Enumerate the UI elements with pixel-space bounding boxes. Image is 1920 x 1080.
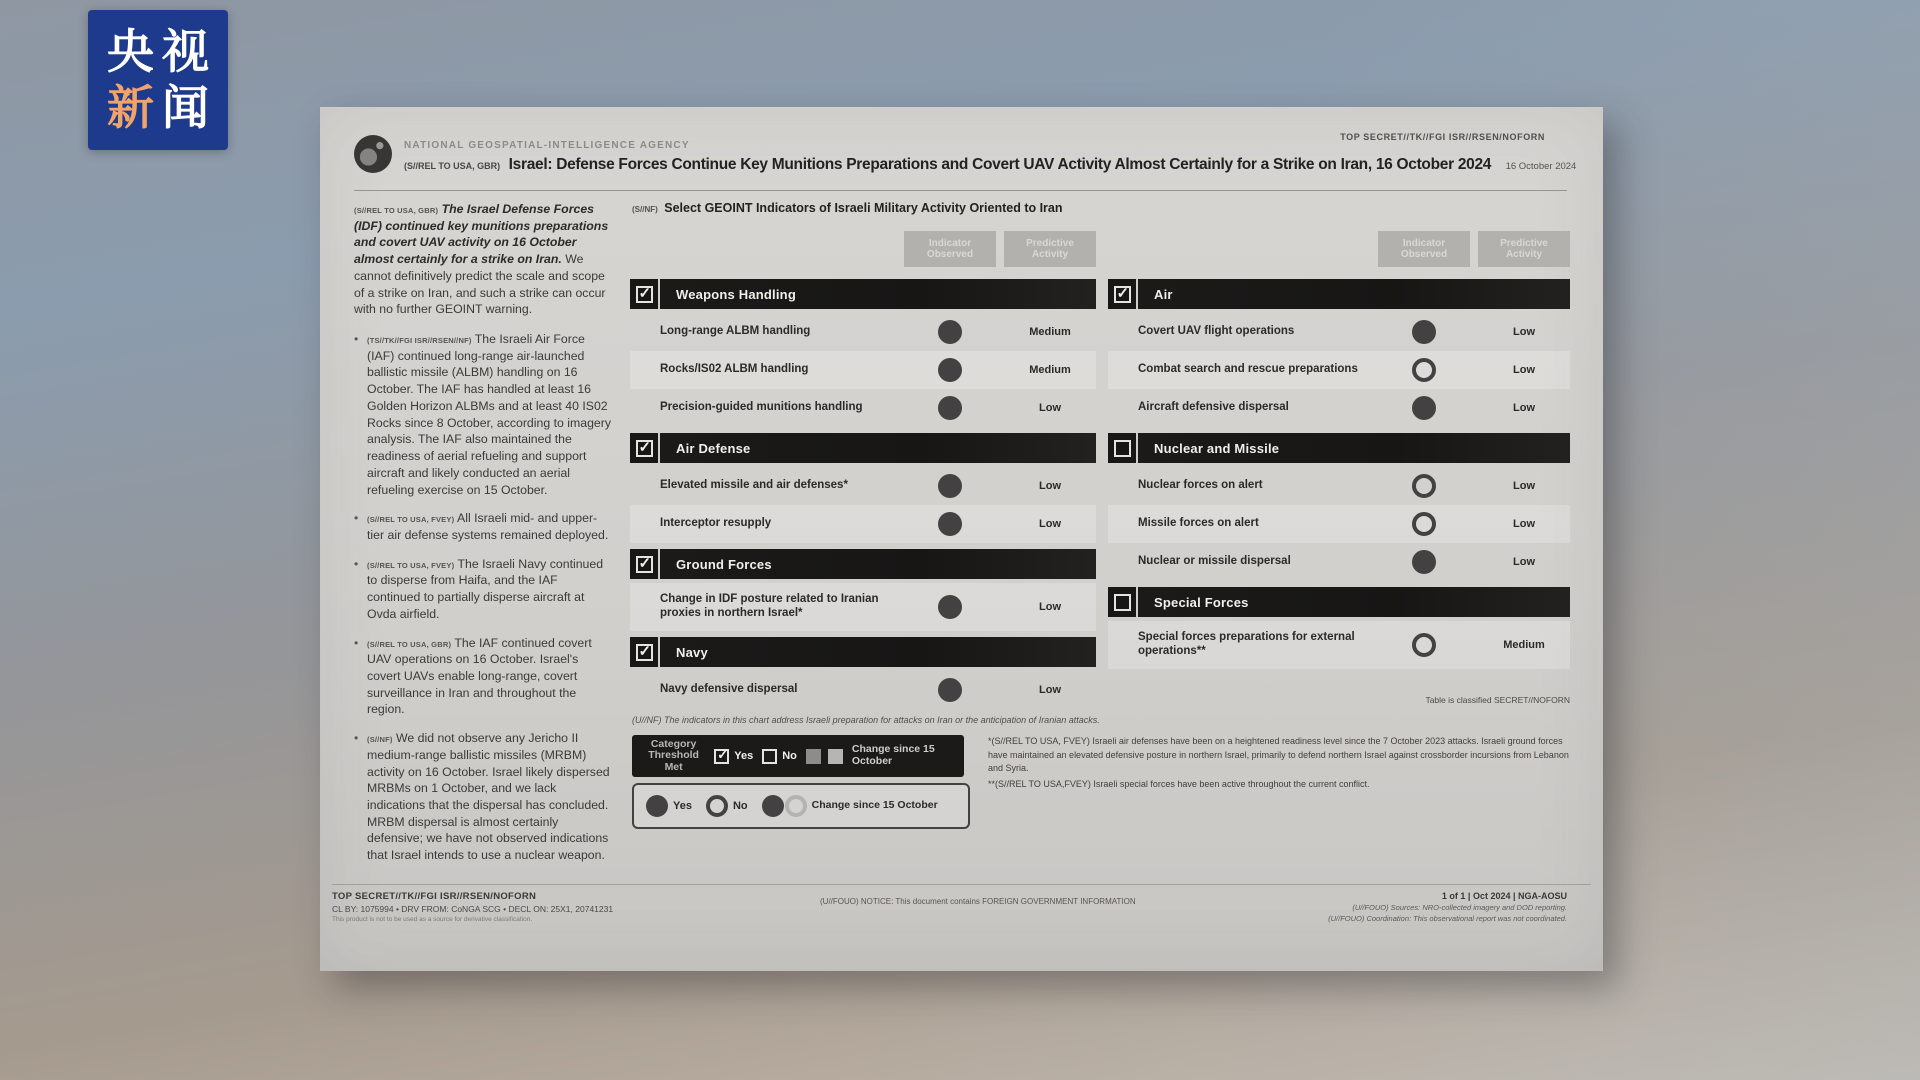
table-row	[1108, 389, 1570, 427]
section-title: Air	[1138, 279, 1570, 309]
column-headers	[630, 227, 1096, 267]
table-row	[630, 467, 1096, 505]
section-title: Navy	[660, 637, 1096, 667]
indicator-label: Nuclear forces on alert	[1138, 479, 1263, 492]
bullet-item	[354, 331, 612, 498]
summary-bold-text: The Israel Defense Forces (IDF) continued key munitions preparations and covert UAV activity on 16 October almost certainly for a strike on Iran.	[354, 202, 609, 267]
indicator-label: Nuclear or missile dispersal	[1138, 555, 1291, 568]
section-bar-nuclear-and-missile	[1108, 433, 1570, 463]
classification-banner: TOP SECRET//TK//FGI ISR//RSEN/NOFORN	[1340, 132, 1545, 142]
indicator-observed-dot	[1412, 550, 1436, 574]
narrative-column	[354, 201, 612, 876]
agency-name: NATIONAL GEOSPATIAL-INTELLIGENCE AGENCY	[404, 140, 690, 151]
indicator-observed-dot	[1412, 320, 1436, 344]
cctv-logo-row2	[107, 82, 209, 134]
footer-derivative-line: CL BY: 1075994 • DRV FROM: CoNGA SCG • DECL ON: 25X1, 20741231	[332, 904, 614, 914]
indicator-observed-dot	[938, 396, 962, 420]
bullet-text: The Israeli Air Force (IAF) continued long-range air-launched ballistic missile (ALBM) handling on 16 October. The IAF has handled at least 16 Golden Horizon ALBMs and at least 40 IS02 Rocks since 8 October, according to imagery analysis. The IAF also maintained the readiness of aerial refueling and support aircraft and likely conducted an aerial refueling exercise on 15 October.	[367, 332, 611, 497]
cctv-news-logo	[88, 10, 228, 150]
col-header-indicator-observed: Indicator Observed	[904, 231, 996, 267]
col-header-predictive-activity: Predictive Activity	[1478, 231, 1570, 267]
section-title: Ground Forces	[660, 549, 1096, 579]
indicator-observed-dot	[1412, 474, 1436, 498]
footer-classification: TOP SECRET//TK//FGI ISR//RSEN/NOFORN	[332, 891, 537, 902]
section-title: Special Forces	[1138, 587, 1570, 617]
classification-marking: (S//REL TO USA, FVEY)	[367, 560, 455, 570]
col-header-indicator-observed: Indicator Observed	[1378, 231, 1470, 267]
cctv-char: 视	[162, 25, 209, 79]
footnotes	[988, 735, 1582, 793]
legend-no-label: No	[732, 800, 748, 812]
indicator-observed-dot	[1412, 512, 1436, 536]
cctv-logo-row1	[107, 26, 209, 78]
predictive-activity-value: Low	[1039, 684, 1061, 696]
bullet-item	[354, 556, 612, 623]
section-bar-navy	[630, 637, 1096, 667]
indicator-observed-dot	[938, 512, 962, 536]
indicator-observed-dot	[938, 474, 962, 498]
indicator-label: Aircraft defensive dispersal	[1138, 401, 1289, 414]
table-row	[630, 351, 1096, 389]
indicator-label: Special forces preparations for external operations**	[1138, 631, 1355, 657]
section-title: Weapons Handling	[660, 279, 1096, 309]
indicator-label: Long-range ALBM handling	[660, 325, 811, 338]
footer-smallprint: This product is not to be used as a source for derivative classification.	[332, 916, 533, 923]
table-row	[630, 671, 1096, 709]
document-page	[320, 107, 1603, 971]
filled-dot-icon	[646, 795, 668, 817]
section-bar-ground-forces	[630, 549, 1096, 579]
footer-divider	[332, 884, 1591, 885]
title-line	[404, 156, 1576, 174]
indicator-label: Rocks/IS02 ALBM handling	[660, 363, 809, 376]
footnote: *(S//REL TO USA, FVEY) Israeli air defenses have been on a heightened readiness level since the 7 October 2023 attacks. Israeli ground forces have maintained an elevated defensive posture in northern Israel, primarily to defend northern Israel against crossborder incursions from Lebanon and Syria.	[988, 736, 1569, 773]
predictive-activity-value: Low	[1513, 556, 1535, 568]
classification-marking: (TS//TK//FGI ISR//RSEN//NF)	[367, 336, 472, 346]
predictive-activity-value: Low	[1039, 518, 1061, 530]
cctv-char: 闻	[162, 81, 209, 134]
column-headers	[1108, 227, 1570, 267]
checkbox-icon	[1114, 286, 1131, 303]
legend-yes-label: Yes	[673, 800, 692, 812]
indicator-label: Combat search and rescue preparations	[1138, 363, 1358, 376]
open-dot-icon	[706, 795, 728, 817]
classification-marking: (S//REL TO USA, FVEY)	[367, 515, 455, 525]
indicator-observed-dot	[938, 595, 962, 619]
checkbox-icon	[636, 440, 653, 457]
section-bar-air	[1108, 279, 1570, 309]
predictive-activity-value: Low	[1039, 601, 1061, 613]
footnote: **(S//REL TO USA,FVEY) Israeli special forces have been active throughout the current conflict.	[988, 778, 1370, 789]
indicator-label: Interceptor resupply	[660, 517, 772, 530]
table-classification-note: Table is classified SECRET//NOFORN	[1425, 695, 1570, 705]
bullet-text: We did not observe any Jericho II medium-range ballistic missiles (MRBM) activity on 16 October. Israel likely dispersed MRBMs on 1 October, and we lack indications that the dispersal has concluded. MRBM dispersal is almost certainly defensive; we have not observed indications that Israel intends to use a nuclear weapon.	[367, 731, 610, 863]
change-swatch-dark-icon	[806, 749, 821, 764]
indicator-label: Covert UAV flight operations	[1138, 325, 1295, 338]
classification-marking: (S//NF)	[367, 735, 393, 745]
bullet-item	[354, 730, 612, 864]
classification-marking: (S//REL TO USA, GBR)	[367, 639, 452, 649]
section-title: Nuclear and Missile	[1138, 433, 1570, 463]
section-bar-air-defense	[630, 433, 1096, 463]
section-title: Air Defense	[660, 433, 1096, 463]
indicator-observed-dot	[1412, 633, 1436, 657]
chart-heading-text: Select GEOINT Indicators of Israeli Military Activity Oriented to Iran	[664, 201, 1063, 215]
footer-coordination: (U//FOUO) Coordination: This observational report was not coordinated.	[1328, 914, 1567, 923]
title-classification: (S//REL TO USA, GBR)	[404, 161, 501, 171]
summary-paragraph	[354, 201, 612, 318]
indicator-table-right	[1108, 227, 1570, 705]
footer-notice: (U//FOUO) NOTICE: This document contains FOREIGN GOVERNMENT INFORMATION	[820, 897, 1136, 906]
legend-yes-label: Yes	[734, 750, 754, 762]
nga-globe-icon	[354, 135, 392, 173]
predictive-activity-value: Low	[1513, 518, 1535, 530]
checkbox-icon	[636, 556, 653, 573]
indicator-observed-dot	[1412, 396, 1436, 420]
legend-indicator-dots	[632, 783, 970, 829]
bullet-text: The Israeli Navy continued to disperse from Haifa, and the IAF continued to partially disperse aircraft at Ovda airfield.	[367, 556, 604, 621]
bullet-text: The IAF continued covert UAV operations on 16 October. Israel's covert UAVs enable long-range, covert surveillance in Iran and throughout the region.	[367, 635, 592, 717]
predictive-activity-value: Low	[1513, 326, 1535, 338]
checkbox-icon	[1114, 440, 1131, 457]
bullet-text: All Israeli mid- and upper-tier air defense systems remained deployed.	[367, 511, 609, 542]
footer-page-info: 1 of 1 | Oct 2024 | NGA-AOSU	[1441, 891, 1567, 901]
unchecked-checkbox-icon	[762, 749, 777, 764]
legend-category-threshold	[632, 735, 964, 777]
section-bar-weapons-handling	[630, 279, 1096, 309]
indicator-label: Change in IDF posture related to Iranian proxies in northern Israel*	[660, 593, 879, 619]
indicator-label: Precision-guided munitions handling	[660, 401, 863, 414]
indicator-observed-dot	[938, 320, 962, 344]
table-row	[1108, 351, 1570, 389]
table-row	[630, 505, 1096, 543]
legend-no-label: No	[782, 750, 797, 762]
chart-heading	[632, 201, 1063, 215]
legend-change-label: Change since 15 October	[811, 799, 938, 812]
bullet-item	[354, 510, 612, 543]
table-row	[1108, 543, 1570, 581]
indicator-label: Missile forces on alert	[1138, 517, 1259, 530]
table-row	[1108, 467, 1570, 505]
table-row	[1108, 505, 1570, 543]
indicator-table-left	[630, 227, 1096, 709]
footer-classification-block	[332, 891, 613, 923]
checkbox-icon	[636, 286, 653, 303]
chart-note: (U//NF) The indicators in this chart address Israeli preparation for attacks on Iran or the anticipation of Iranian attacks.	[632, 715, 1100, 725]
header-divider	[354, 190, 1567, 191]
predictive-activity-value: Medium	[1503, 639, 1545, 651]
footer-page-block	[1328, 891, 1567, 923]
predictive-activity-value: Medium	[1029, 364, 1071, 376]
table-row	[630, 313, 1096, 351]
indicator-observed-dot	[938, 678, 962, 702]
checkbox-icon	[1114, 594, 1131, 611]
predictive-activity-value: Low	[1039, 480, 1061, 492]
table-row	[630, 583, 1096, 631]
checkbox-icon	[636, 644, 653, 661]
predictive-activity-value: Low	[1039, 402, 1061, 414]
predictive-activity-value: Medium	[1029, 326, 1071, 338]
classification-marking: (S//NF)	[632, 205, 658, 214]
indicator-label: Navy defensive dispersal	[660, 683, 798, 696]
table-row	[1108, 313, 1570, 351]
bullet-item	[354, 635, 612, 719]
cctv-char: 央	[107, 25, 154, 79]
col-header-predictive-activity: Predictive Activity	[1004, 231, 1096, 267]
table-row	[1108, 621, 1570, 669]
document-date: 16 October 2024	[1505, 161, 1577, 172]
document-header	[354, 135, 1577, 174]
predictive-activity-value: Low	[1513, 402, 1535, 414]
page-title: Israel: Defense Forces Continue Key Munitions Preparations and Covert UAV Activity Almost Certainly for a Strike on Iran, 16 October 2024	[508, 156, 1492, 173]
summary-rest-text: We cannot definitively predict the scale and scope of a strike on Iran, and such a strike can occur with no further GEOINT warning.	[354, 252, 606, 317]
cctv-char: 新	[107, 81, 154, 134]
classification-marking: (S//REL TO USA, GBR)	[354, 206, 439, 215]
indicator-observed-dot	[1412, 358, 1436, 382]
section-bar-special-forces	[1108, 587, 1570, 617]
legend-category-label: Category Threshold Met	[648, 737, 699, 773]
filled-dot-icon	[762, 795, 784, 817]
legend-change-label: Change since 15 October	[851, 743, 935, 767]
checked-checkbox-icon	[714, 749, 729, 764]
indicator-observed-dot	[938, 358, 962, 382]
footer-sources: (U//FOUO) Sources: NRO-collected imagery and DOD reporting.	[1352, 903, 1567, 912]
change-swatch-light-icon	[828, 749, 843, 764]
table-row	[630, 389, 1096, 427]
ghost-dot-icon	[785, 795, 807, 817]
indicator-label: Elevated missile and air defenses*	[660, 479, 848, 492]
predictive-activity-value: Low	[1513, 364, 1535, 376]
predictive-activity-value: Low	[1513, 480, 1535, 492]
